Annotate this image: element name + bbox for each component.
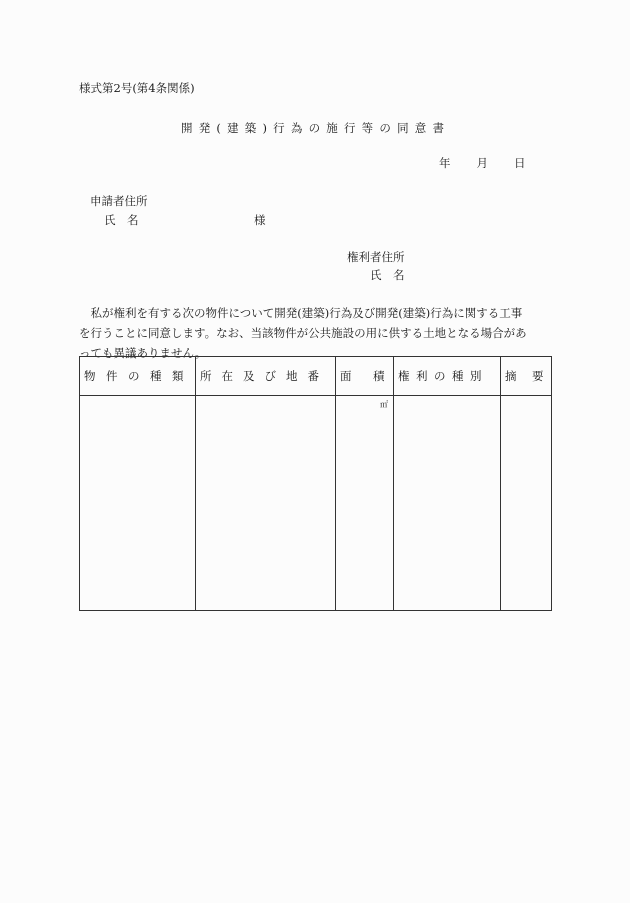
cell-right-type[interactable] — [394, 396, 501, 611]
cell-property-type[interactable] — [80, 396, 196, 611]
date-day-label: 日 — [514, 156, 526, 170]
consent-line: を行うことに同意します。なお、当該物件が公共施設の用に供する土地となる場合があ — [79, 326, 527, 340]
property-table — [79, 356, 552, 611]
table-header-row — [80, 357, 552, 396]
cell-area[interactable] — [336, 396, 394, 611]
date-year-label: 年 — [439, 156, 451, 170]
rights-holder-address-label: 権利者住所 — [347, 250, 405, 264]
applicant-name-row — [104, 212, 266, 228]
applicant-address-label: 申請者住所 — [90, 194, 148, 208]
consent-line: 私が権利を有する次の物件について開発(建築)行為及び開発(建築)行為に関する工事 — [79, 306, 523, 320]
applicant-name-label: 氏 名 — [104, 213, 139, 227]
header-right-type: 権利の種別 — [394, 357, 501, 396]
applicant-honorific: 様 — [254, 213, 266, 227]
consent-statement — [79, 303, 559, 363]
cell-location-lot[interactable] — [196, 396, 336, 611]
header-property-type: 物件の種類 — [80, 357, 196, 396]
table-row — [80, 396, 552, 611]
header-location-lot: 所在及び地番 — [196, 357, 336, 396]
cell-remarks[interactable] — [501, 396, 552, 611]
header-remarks: 摘 要 — [501, 357, 552, 396]
form-number: 様式第2号(第4条関係) — [79, 81, 195, 95]
header-area: 面 積 — [336, 357, 394, 396]
date-month-label: 月 — [476, 156, 488, 170]
area-unit: ㎡ — [380, 400, 388, 409]
rights-holder-name-label: 氏 名 — [370, 268, 405, 282]
date-line — [439, 155, 526, 171]
document-title: 開発(建築)行為の施行等の同意書 — [181, 121, 451, 135]
consent-line: っても異議ありません。 — [79, 346, 207, 360]
